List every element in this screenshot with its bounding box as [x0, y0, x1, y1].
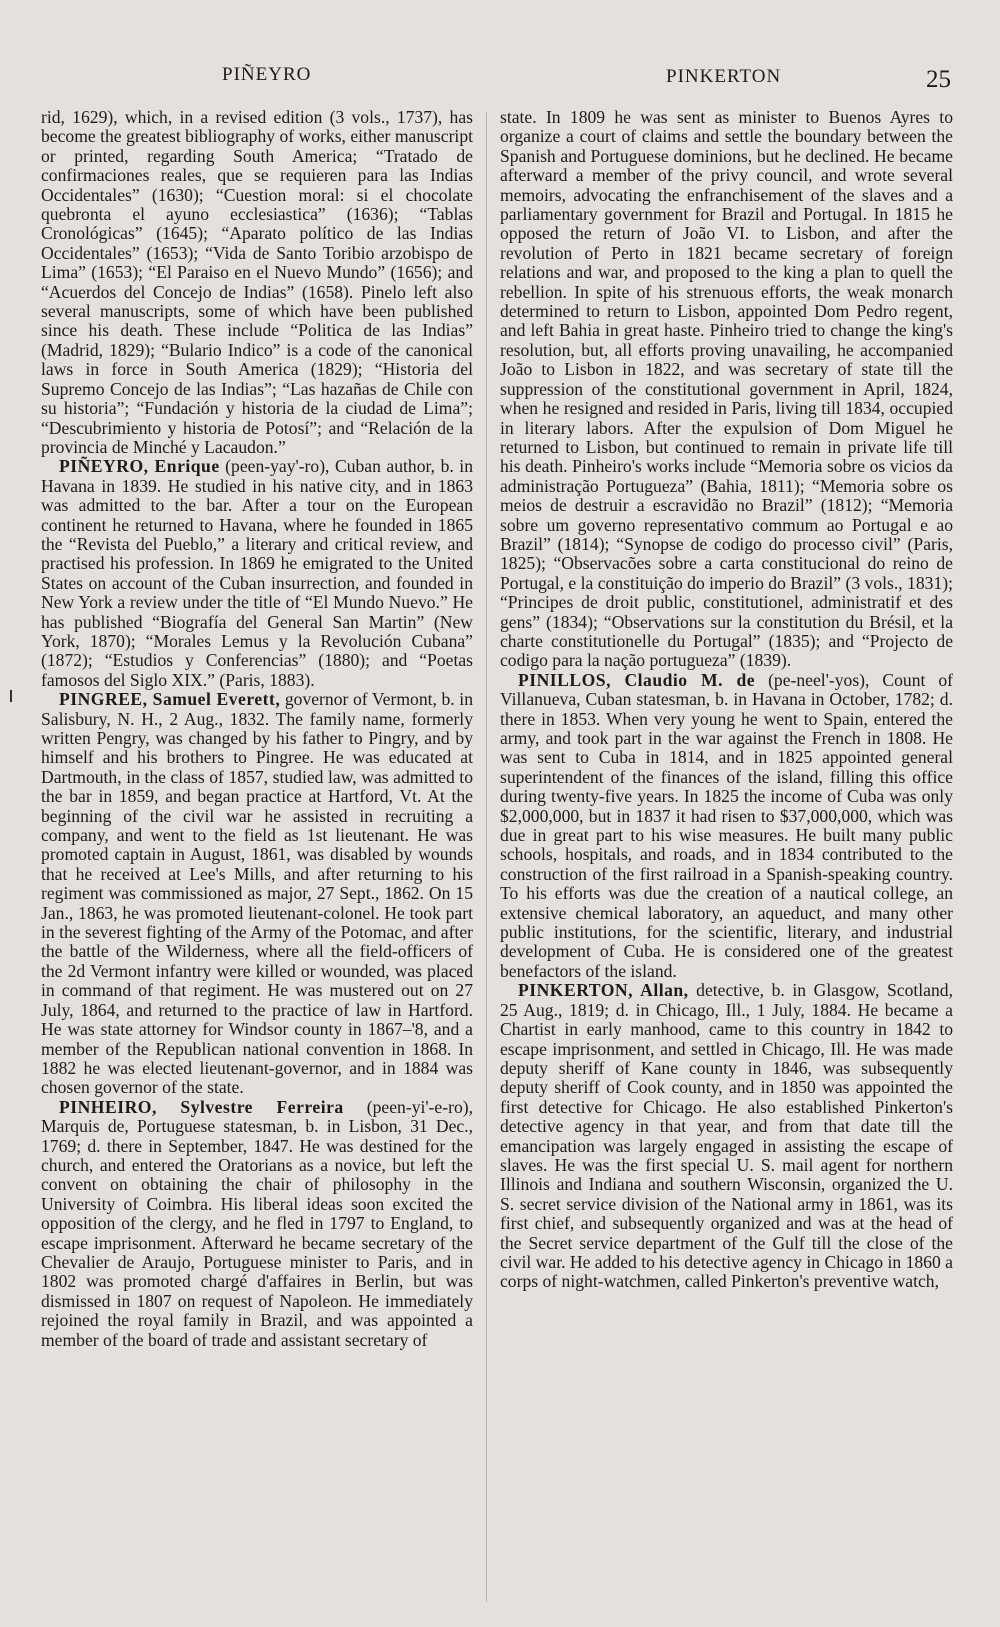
entry-pinillos: [500, 671, 953, 982]
left-column: [41, 108, 473, 1350]
entry-headword: PINKERTON, Allan,: [518, 980, 689, 1001]
page-number: 25: [926, 66, 951, 93]
column-divider: [486, 112, 487, 1602]
continued-paragraph: rid, 1629), which, in a revised edition (3 vols., 1737), has become the greatest bibliography of works, either manuscript or printed, regarding South America; “Tratado de confirmaciones reales, que se requieren para las Indias Occidentales” (1630); “Cuestion moral: si el chocolate quebronta el ayuno ecclesiastica” (1636); “Tablas Cronológicas” (1645); “Aparato político de las Indias Occidentales” (1653); “Vida de Santo Toribio arzobispo de Lima” (1653); “El Paraiso en el Nuevo Mundo” (1656); and “Acuerdos del Concejo de Indias” (1658). Pinelo left also several manuscripts, some of which have been published since his death. These include “Politica de las Indias” (Madrid, 1829); “Bulario Indico” is a code of the canonical laws in force in South America (1829); “Historia del Supremo Concejo de las Indias”; “Las hazañas de Chile con su historia”; “Fundación y historia de la ciudad de Lima”; “Descubrimiento y historia de Potosí”; and “Relación de la provincia de Minché y Lacaudon.”: [41, 107, 473, 457]
header-right-word: PINKERTON: [666, 66, 782, 87]
entry-headword: PINHEIRO, Sylvestre Ferreira: [59, 1096, 344, 1117]
entry-body: (pe-neel'-yos), Count of Villanueva, Cuban statesman, b. in Havana in October, 1782; d. there in 1853. When very young he went to Spain, entered the army, and took part in the war against the French in 1808. He was sent to Cuba in 1814, and in 1825 appointed general superintendent of the finances of the island, filling this office during twenty-five years. In 1825 the income of Cuba was only $2,000,000, but in 1837 it had risen to $37,000,000, which was due in great part to his wise measures. He built many public schools, hospitals, and roads, and in 1834 contributed to the construction of the first railroad in a Spanish-speaking country. To his efforts was due the creation of a nautical college, an extensive chemical laboratory, an aqueduct, and many other public institutions, for the scientific, literary, and industrial development of Cuba. He is considered one of the greatest benefactors of the island.: [500, 669, 953, 981]
right-column: [500, 108, 953, 1292]
entry-pinkerton: [500, 981, 953, 1292]
entry-pinheiro: [41, 1098, 473, 1350]
entry-headword: PIÑEYRO, Enrique: [59, 456, 220, 477]
entry-pingree: [41, 690, 473, 1098]
entry-body: (peen-yay'-ro), Cuban author, b. in Havana in 1839. He studied in his native city, and in 1863 was admitted to the bar. After a tour on the European continent he returned to Havana, where he founded in 1865 the “Revista del Pueblo,” a literary and critical review, and practised his profession. In 1869 he emigrated to the United States on account of the Cuban insurrection, and founded in New York a review under the title of “El Mundo Nuevo.” He has published “Biografía del General San Martin” (New York, 1870); “Morales Lemus y la Revolución Cubana” (1872); “Estudios y Conferencias” (1880); and “Poetas famosos del Siglo XIX.” (Paris, 1883).: [41, 456, 473, 690]
continued-paragraph: state. In 1809 he was sent as minister to Buenos Ayres to organize a court of claims and settle the boundary between the Spanish and Portuguese dominions, but he declined. He became afterward a member of the privy council, and wrote several memoirs, advocating the enfranchisement of the slaves and a parliamentary government for Brazil and Portugal. In 1815 he opposed the return of João VI. to Lisbon, and after the revolution of Perto in 1821 became secretary of foreign relations and war, and proposed to the king a plan to quell the rebellion. In spite of his strenuous efforts, the weak monarch determined to return to Lisbon, appointed Dom Pedro regent, and left Bahia in great haste. Pinheiro tried to change the king's resolution, but, all efforts proving unavailing, he accompanied João to Lisbon in 1822, and was secretary of state till the suppression of the constitutional government in April, 1824, when he resigned and resided in Paris, living till 1834, occupied in literary labors. After the expulsion of Dom Miguel he returned to Lisbon, but continued to remain in private life till his death. Pinheiro's works include “Memoria sobre os vicios da administração Portugueza” (Bahia, 1811); “Memoria sobre os meios de destruir a escravidão no Brazil” (1812); “Memoria sobre um governo representativo commum ao Portugal e ao Brazil” (1814); “Synopse de codigo do processo civil” (Paris, 1825); “Observacões sobre a carta constitucional do reino de Portugal, e la constituição do imperio do Brazil” (3 vols., 1831); “Principes de droit public, constitutionel, administratif et des gens” (1834); “Observations sur la constitution du Brésil, et la charte constitutionelle du Portugal” (1835); and “Projecto de codigo para la nação portugueza” (1839).: [500, 107, 953, 671]
margin-mark: [10, 690, 12, 702]
entry-headword: PINGREE, Samuel Everett,: [59, 689, 281, 710]
entry-headword: PINILLOS, Claudio M. de: [518, 669, 756, 690]
header-left-word: PIÑEYRO: [222, 64, 312, 85]
entry-pineyro: [41, 457, 473, 690]
entry-body: (peen-yi'-e-ro), Marquis de, Portuguese statesman, b. in Lisbon, 31 Dec., 1769; d. there in September, 1847. He was destined for the church, and entered the Oratorians as a novice, but left the convent on obtaining the chair of philosophy in the University of Coimbra. His liberal ideas soon excited the opposition of the clergy, and he fled in 1797 to England, to escape imprisonment. Afterward he became secretary of the Chevalier de Araujo, Portuguese minister to Paris, and in 1802 was promoted chargé d'affaires in Berlin, but was dismissed in 1807 on request of Napoleon. He immediately rejoined the royal family in Brazil, and was appointed a member of the board of trade and assistant secretary of: [41, 1096, 473, 1350]
running-header: [0, 60, 1000, 100]
entry-body: detective, b. in Glasgow, Scotland, 25 Aug., 1819; d. in Chicago, Ill., 1 July, 1884. He became a Chartist in early manhood, came to this country in 1842 to escape imprisonment, and settled in Chicago, Ill. He was made deputy sheriff of Kane county in 1846, was subsequently deputy sheriff of Cook county, and in 1850 was appointed the first detective for Chicago. He also established Pinkerton's detective agency in that year, and from that date till the emancipation was largely engaged in assisting the escape of slaves. He was the first special U. S. mail agent for northern Illinois and Indiana and southern Wisconsin, organized the U. S. secret service division of the National army in 1861, was its first chief, and subsequently organized and was at the head of the Secret service department of the Gulf till the close of the civil war. He added to his detective agency in Chicago in 1860 a corps of night-watchmen, called Pinkerton's preventive watch,: [500, 980, 953, 1292]
entry-body: governor of Vermont, b. in Salisbury, N. H., 2 Aug., 1832. The family name, formerly written Pengry, was changed by his father to Pingry, and by himself and his brothers to Pingree. He was educated at Dartmouth, in the class of 1857, studied law, was admitted to the bar in 1859, and began practice at Hartford, Vt. At the beginning of the civil war he assisted in recruiting a company, and went to the field as 1st lieutenant. He was promoted captain in August, 1861, was disabled by wounds that he received at Lee's Mills, and after returning to his regiment was commissioned as major, 27 Sept., 1862. On 15 Jan., 1863, he was promoted lieutenant-colonel. He took part in the severest fighting of the Army of the Potomac, and after the battle of the Wilderness, where all the field-officers of the 2d Vermont infantry were killed or wounded, was placed in command of that regiment. He was mustered out on 27 July, 1864, and returned to the practice of law in Hartford. He was state attorney for Windsor county in 1867–'8, and a member of the Republican national convention in 1868. In 1882 he was elected lieutenant-governor, and in 1884 was chosen governor of the state.: [41, 689, 473, 1098]
